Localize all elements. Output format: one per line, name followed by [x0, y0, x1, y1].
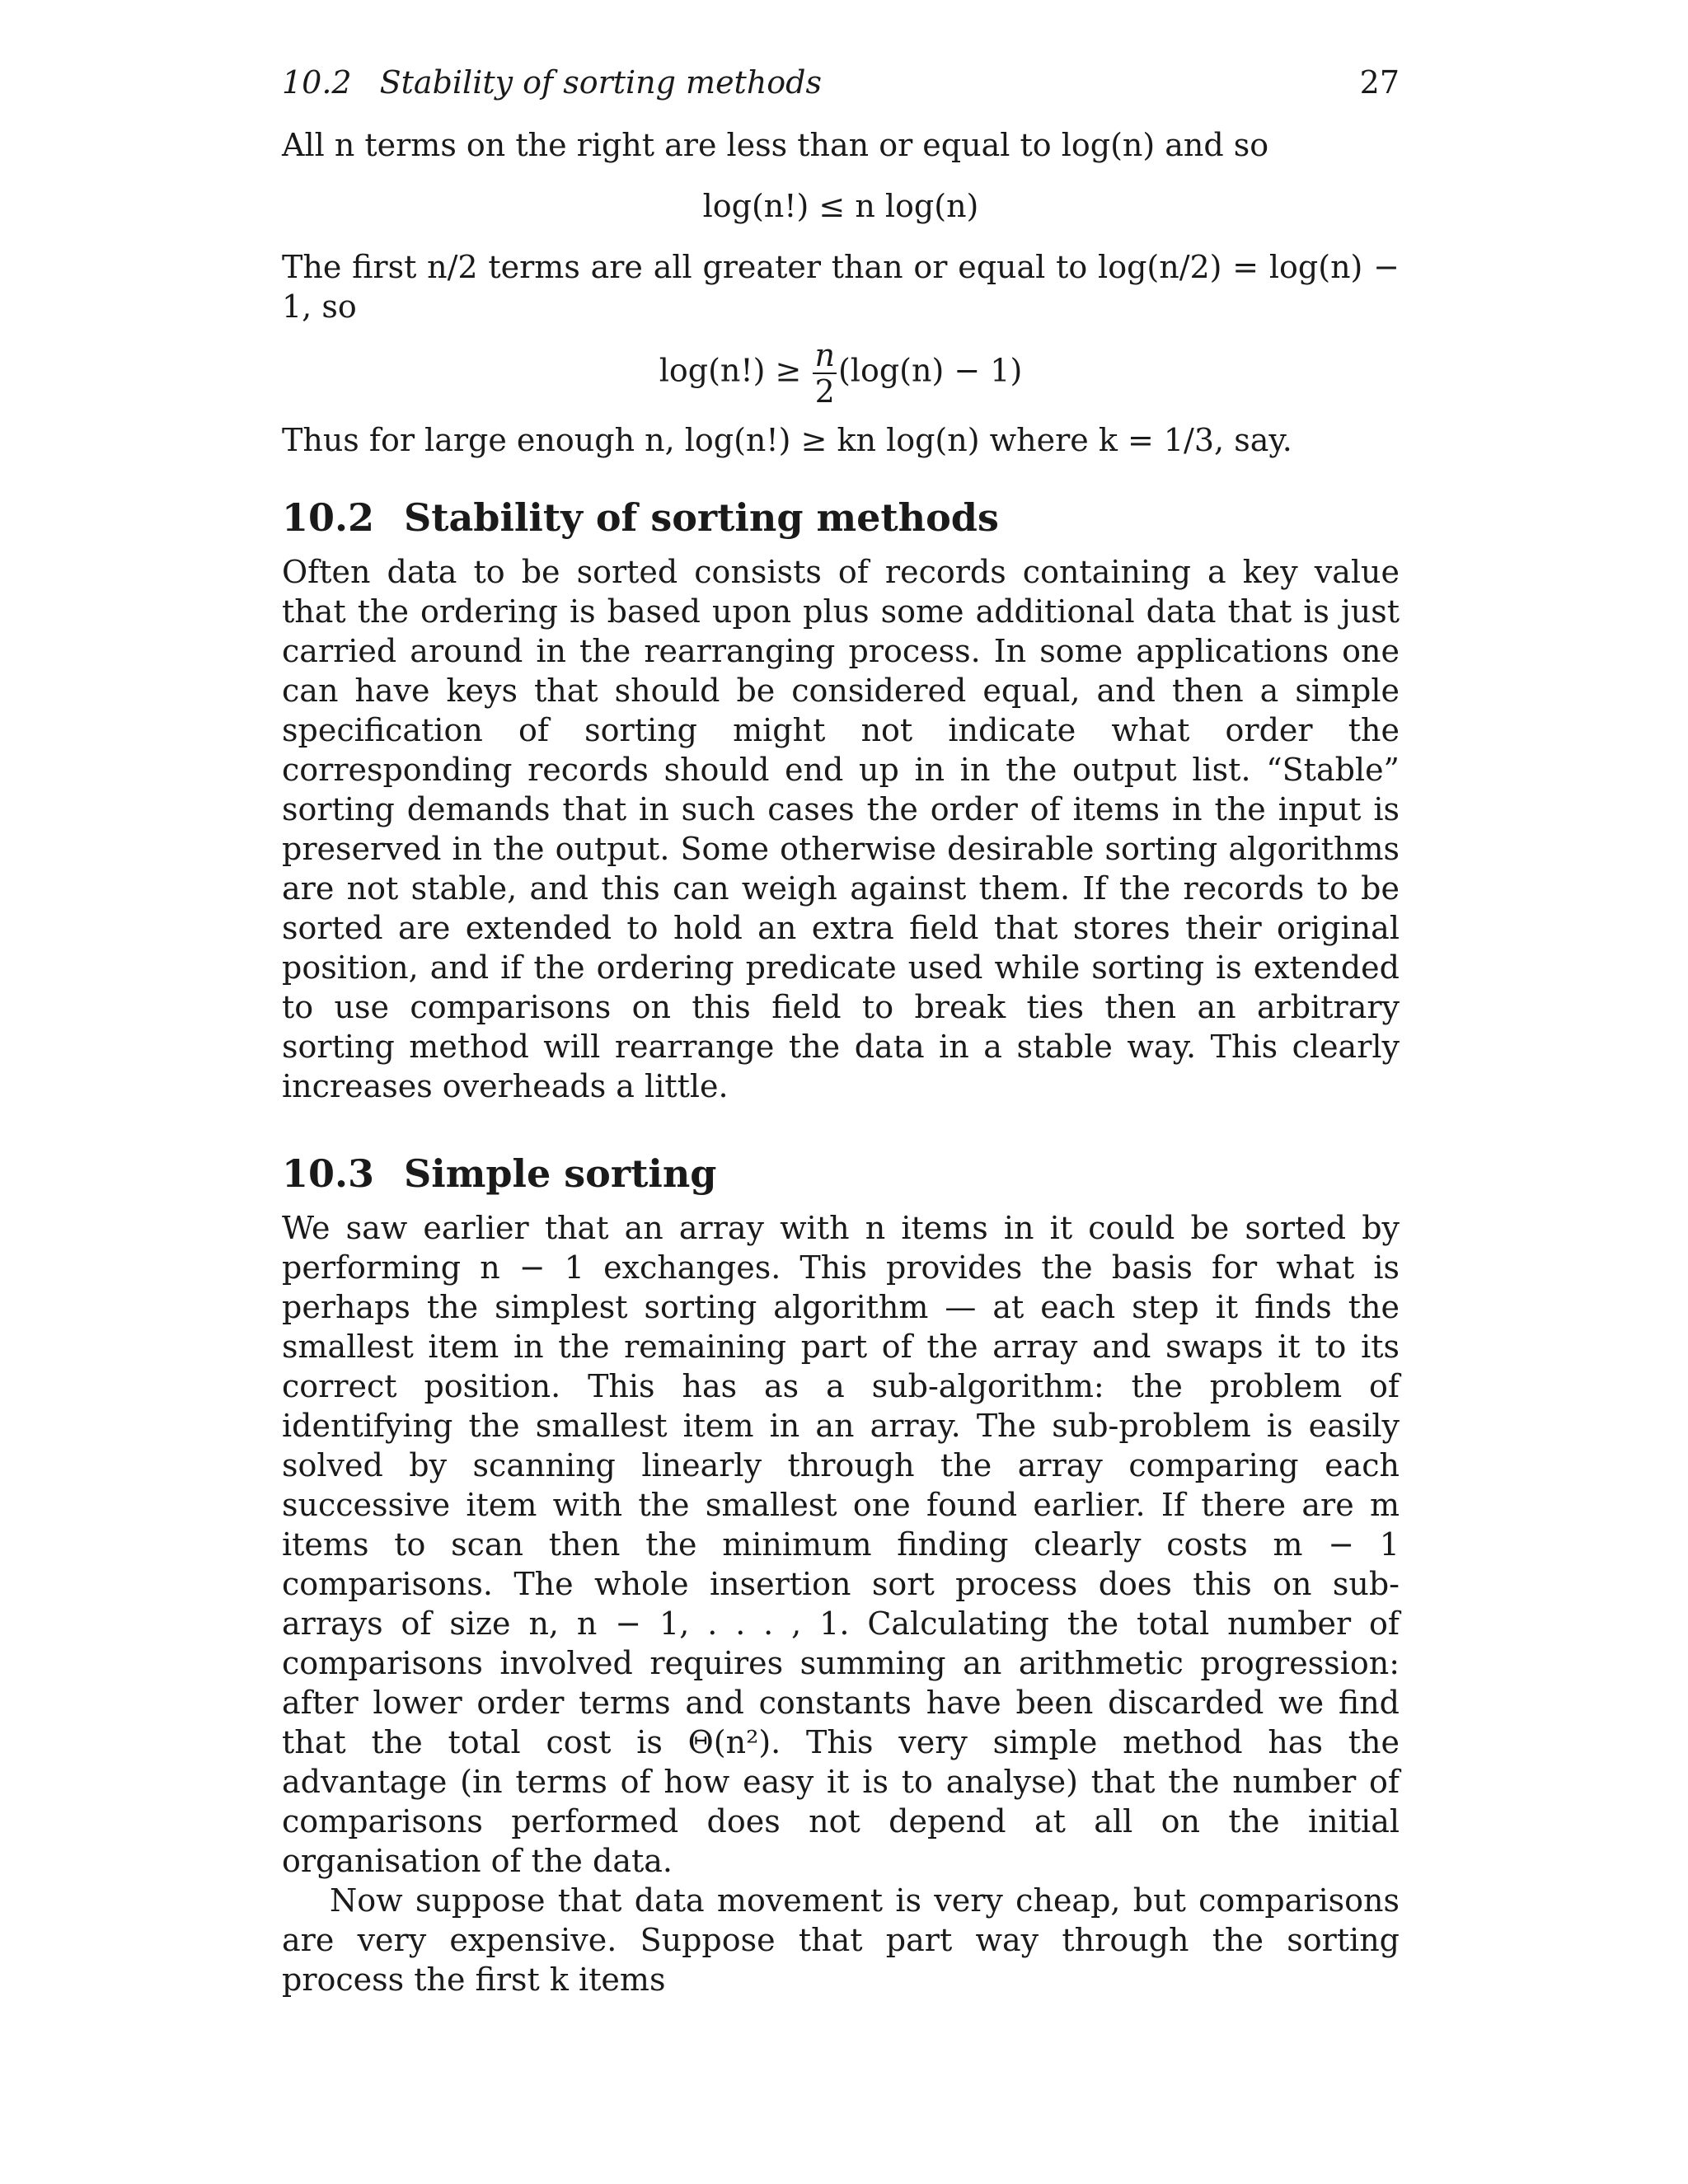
page-number: 27 — [1359, 64, 1400, 101]
section-title: Simple sorting — [404, 1151, 717, 1196]
running-head-section-number: 10.2 — [282, 64, 352, 101]
equation-2-right: (log(n) − 1) — [837, 352, 1023, 389]
equation-2-left: log(n!) ≥ — [659, 352, 802, 389]
running-head-title — [282, 58, 822, 107]
section-number: 10.3 — [282, 1151, 375, 1196]
section-10-3-paragraph-1: We saw earlier that an array with n items in it could be sorted by performing n − 1 exchanges. This provides the basis for what is perhaps the simplest sorting algorithm — at each step it finds the smallest item in the remaining part of the array and swaps it to its correct position. This has as a sub-algorithm: the problem of identifying the smallest item in an array. The sub-problem is easily solved by scanning linearly through the array comparing each successive item with the smallest one found earlier. If there are m items to scan then the minimum finding clearly costs m − 1 comparisons. The whole insertion sort process does this on sub-arrays of size n, n − 1, . . . , 1. Calculating the total number of comparisons involved requires summing an arithmetic progression: after lower order terms and constants have been discarded we find that the total cost is Θ(n²). This very simple method has the advantage (in terms of how easy it is to analyse) that the number of comparisons performed does not depend at all on the initial organisation of the data. — [282, 1210, 1400, 1879]
page — [282, 58, 1400, 1999]
fraction-denominator: 2 — [814, 373, 835, 410]
section-heading-10-2 — [282, 494, 1400, 541]
section-10-2-paragraph: Often data to be sorted consists of records containing a key value that the ordering is based upon plus some additional data that is just carried around in the rearranging process. In some applications one can have keys that should be considered equal, and then a simple specification of sorting might not indicate what order the corresponding records should end up in in the output list. “Stable” sorting demands that in such cases the order of items in the input is preserved in the output. Some otherwise desirable sorting algorithms are not stable, and this can weigh against them. If the records to be sorted are extended to hold an extra field that stores their original position, and if the ordering predicate used while sorting is extended to use comparisons on this field to break ties then an arbitrary sorting method will rearrange the data in a stable way. This clearly increases overheads a little. — [282, 554, 1400, 1104]
running-head-section-title: Stability of sorting methods — [379, 64, 823, 101]
section-number: 10.2 — [282, 495, 375, 540]
section-title: Stability of sorting methods — [404, 495, 999, 540]
fraction-numerator: n — [814, 337, 835, 373]
section-heading-10-3 — [282, 1151, 1400, 1197]
section-10-3-paragraph-2: Now suppose that data movement is very cheap, but comparisons are very expensive. Suppose that part way through the sorting process the first k items — [282, 1882, 1400, 1998]
proof-line-1: All n terms on the right are less than or equal to log(n) and so — [282, 127, 1269, 163]
equation-1: log(n!) ≤ n log(n) — [702, 188, 979, 224]
equation-2-fraction — [813, 338, 836, 409]
proof-line-3: Thus for large enough n, log(n!) ≥ kn log(n) where k = 1/3, say. — [282, 422, 1292, 458]
proof-line-2: The first n/2 terms are all greater than or equal to log(n/2) = log(n) − 1, so — [282, 249, 1400, 325]
equation-2 — [282, 338, 1400, 409]
running-head — [282, 58, 1400, 107]
